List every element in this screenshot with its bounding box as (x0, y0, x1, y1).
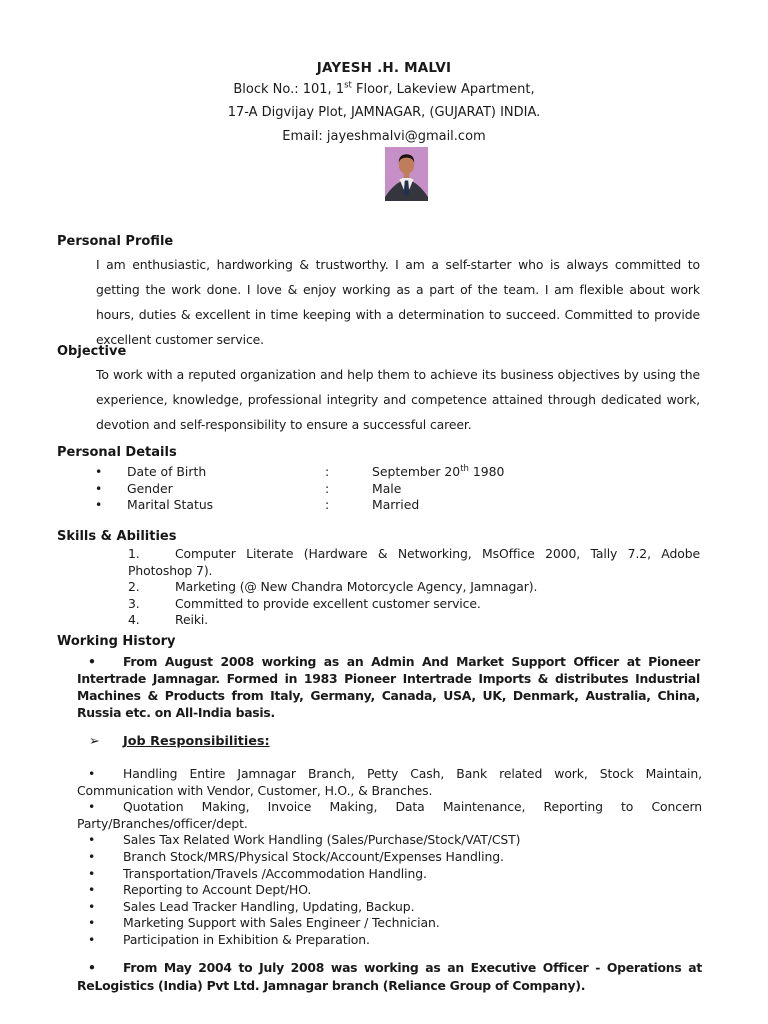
responsibility-item (77, 932, 702, 949)
skill-text: Computer Literate (Hardware & Networking, MsOffice 2000, Tally 7.2, Adobe Photoshop 7). (128, 546, 700, 578)
bullet-icon: • (95, 497, 103, 513)
skill-text: Marketing (@ New Chandra Motorcycle Agency, Jamnagar). (175, 579, 538, 594)
responsibility-text: Marketing Support with Sales Engineer / Technician. (123, 915, 440, 931)
objective-heading: Objective (57, 344, 127, 359)
responsibility-item (77, 899, 702, 916)
address-line-2: 17-A Digvijay Plot, JAMNAGAR, (GUJARAT) INDIA. (227, 105, 541, 121)
working-history-intro (77, 653, 700, 721)
skill-item (128, 546, 700, 579)
detail-value: Married (372, 497, 420, 513)
bullet-icon: • (95, 480, 103, 496)
skill-item (128, 596, 700, 613)
working-history-intro-text: From August 2008 working as an Admin And Market Support Officer at Pioneer Intertrade Jamnagar. Formed in 1983 Pioneer Intertrade Imports & distributes Industrial Machines & Products from Italy, Germany, Canada, USA, UK, Denmark, Australia, China, Russia etc. on All-India basis. (77, 654, 700, 721)
responsibility-item (77, 866, 702, 883)
skill-text: Committed to provide excellent customer service. (175, 595, 481, 611)
responsibility-text: Sales Lead Tracker Handling, Updating, Backup. (123, 898, 415, 914)
detail-value-text: September 20 (372, 464, 461, 479)
detail-label: Date of Birth (127, 464, 207, 479)
skills-heading: Skills & Abilities (57, 529, 177, 544)
detail-label: Marital Status (127, 497, 214, 513)
personal-profile-heading: Personal Profile (57, 234, 174, 249)
detail-colon: : (325, 480, 330, 496)
job-responsibilities-heading (77, 733, 270, 750)
working-history-outro (77, 959, 702, 994)
bullet-icon: • (88, 766, 96, 781)
address-line-1-text: Block No.: 101, 1 (233, 82, 345, 97)
section-personal-details (57, 445, 700, 514)
responsibility-item (77, 766, 702, 799)
candidate-name: JAYESH .H. MALVI (316, 60, 452, 76)
list-number: 2. (128, 579, 140, 594)
responsibility-text: Participation in Exhibition & Preparation. (123, 931, 370, 947)
list-number: 1. (128, 546, 140, 561)
responsibility-text: Reporting to Account Dept/HO. (123, 882, 312, 898)
personal-details-list (57, 464, 700, 514)
responsibility-text: Quotation Making, Invoice Making, Data Maintenance, Reporting to Concern Party/Branches/officer/dept. (77, 799, 702, 831)
profile-photo (385, 147, 428, 201)
arrow-bullet-icon: ➢ (89, 734, 100, 749)
bullet-icon: • (95, 464, 103, 479)
responsibility-item (77, 832, 702, 849)
bullet-icon: • (88, 832, 96, 848)
bullet-icon: • (88, 882, 96, 898)
bullet-icon: • (88, 931, 96, 947)
objective-text: To work with a reputed organization and help them to achieve its business objectives by using the experience, knowledge, professional integrity and competence attained through dedicated work, devotion and self-responsibility to ensure a successful career. (96, 367, 700, 432)
responsibility-item (77, 849, 702, 866)
detail-colon: : (325, 497, 330, 513)
section-objective (57, 344, 700, 437)
personal-details-heading: Personal Details (57, 445, 177, 460)
photo-neck-shape (404, 172, 409, 179)
detail-value-rest: 1980 (468, 464, 505, 479)
detail-value (372, 464, 700, 481)
bullet-icon: • (88, 898, 96, 914)
responsibility-text: Sales Tax Related Work Handling (Sales/Purchase/Stock/VAT/CST) (123, 832, 521, 848)
list-number: 3. (128, 595, 140, 611)
detail-row-gender (95, 481, 700, 498)
address-line-1-rest: Floor, Lakeview Apartment, (351, 82, 535, 97)
skills-list (128, 546, 700, 629)
responsibility-item (77, 882, 702, 899)
responsibilities-list (77, 766, 702, 949)
resume-header (0, 59, 768, 148)
bullet-icon: • (88, 865, 96, 881)
working-history-heading: Working History (57, 634, 176, 649)
bullet-icon: • (88, 799, 96, 815)
skill-item (128, 579, 700, 596)
email-line: Email: jayeshmalvi@gmail.com (282, 128, 486, 144)
ordinal-superscript: st (344, 80, 352, 91)
detail-row-date-of-birth (95, 464, 700, 481)
bullet-icon: • (88, 848, 96, 864)
personal-profile-text: I am enthusiastic, hardworking & trustworthy. I am a self-starter who is always committed to getting the work done. I love & enjoy working as a part of the team. I am flexible about work hours, duties & excellent in time keeping with a determination to succeed. Committed to provide excellent customer service. (96, 257, 700, 347)
responsibility-text: Transportation/Travels /Accommodation Handling. (123, 865, 427, 881)
detail-colon: : (325, 464, 330, 479)
working-history-outro-text: From May 2004 to July 2008 was working as an Executive Officer - Operations at ReLogistics (India) Pvt Ltd. Jamnagar branch (Reliance Group of Company). (77, 960, 702, 993)
bullet-icon: • (88, 960, 96, 975)
responsibility-text: Branch Stock/MRS/Physical Stock/Account/Expenses Handling. (123, 848, 504, 864)
address-line-1 (0, 78, 768, 101)
skill-text: Reiki. (175, 612, 209, 627)
skill-item (128, 612, 700, 629)
section-skills-abilities (57, 529, 700, 629)
bullet-icon: • (88, 654, 96, 669)
bullet-icon: • (88, 915, 96, 931)
responsibility-item (77, 915, 702, 932)
responsibility-item (77, 799, 702, 832)
responsibility-text: Handling Entire Jamnagar Branch, Petty Cash, Bank related work, Stock Maintain, Communication with Vendor, Customer, H.O., & Branches. (77, 766, 702, 798)
detail-label: Gender (127, 480, 173, 496)
section-working-history (57, 634, 700, 721)
detail-row-marital-status (95, 497, 700, 514)
ordinal-superscript: th (460, 463, 469, 474)
detail-value: Male (372, 480, 402, 496)
list-number: 4. (128, 612, 140, 627)
job-responsibilities-heading-text: Job Responsibilities: (123, 734, 270, 749)
section-personal-profile (57, 234, 700, 352)
